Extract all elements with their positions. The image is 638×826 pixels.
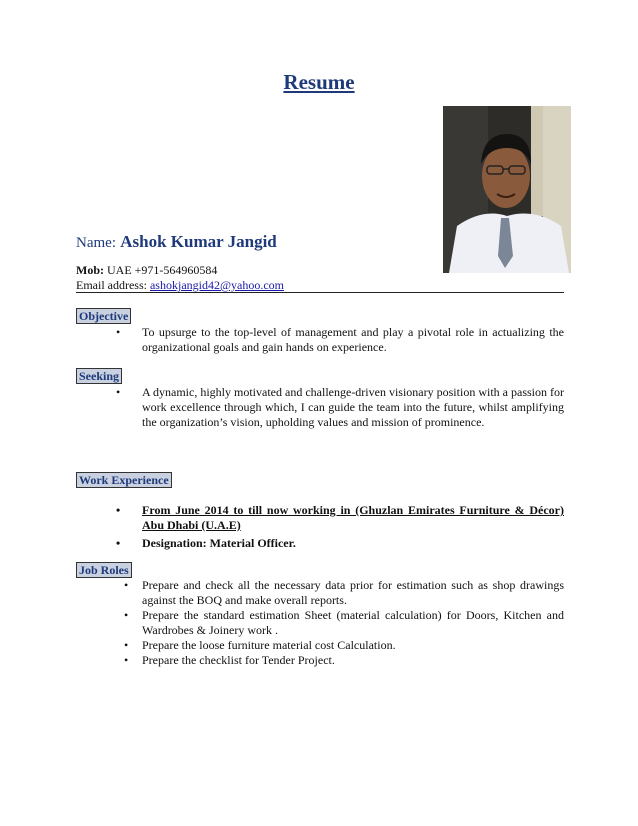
seeking-list <box>76 385 564 430</box>
objective-heading: Objective <box>76 308 131 324</box>
job-roles-list <box>76 578 564 668</box>
objective-list <box>76 325 564 355</box>
header-divider <box>76 292 564 293</box>
list-item: • Prepare the standard estimation Sheet (material calculation) for Doors, Kitchen and Wardrobes & Joinery work . <box>76 608 564 638</box>
work-experience-heading: Work Experience <box>76 472 172 488</box>
email-label: Email address: <box>76 278 147 292</box>
candidate-name <box>76 232 277 252</box>
seeking-heading: Seeking <box>76 368 122 384</box>
list-item: • To upsurge to the top-level of management and play a pivotal role in actualizing the organizational goals and gain hands on experience. <box>76 325 564 355</box>
list-item: • A dynamic, highly motivated and challenge-driven visionary position with a passion for work excellence through which, I can guide the team into the future, whilst amplifying the organization’s vision, upholding values and mission of prominence. <box>76 385 564 430</box>
name-value: Ashok Kumar Jangid <box>120 232 277 251</box>
list-item: • From June 2014 to till now working in (Ghuzlan Emirates Furniture & Décor) Abu Dhabi (U.A.E) <box>76 503 564 533</box>
page-title: Resume <box>283 70 355 94</box>
email-line <box>76 278 284 293</box>
list-item: • Prepare and check all the necessary data prior for estimation such as shop drawings against the BOQ and make overall reports. <box>76 578 564 608</box>
mobile-value: UAE +971-564960584 <box>107 263 218 277</box>
list-item: • Designation: Material Officer. <box>76 536 564 551</box>
work-experience-list <box>76 503 564 551</box>
profile-photo <box>443 106 571 273</box>
list-item: • Prepare the loose furniture material cost Calculation. <box>76 638 564 653</box>
contact-block <box>76 263 284 293</box>
name-label: Name: <box>76 235 116 251</box>
profile-photo-graphic <box>443 106 571 273</box>
job-roles-heading: Job Roles <box>76 562 132 578</box>
mobile-line <box>76 263 284 278</box>
list-item: • Prepare the checklist for Tender Project. <box>76 653 564 668</box>
mobile-label: Mob: <box>76 263 104 277</box>
email-link[interactable]: ashokjangid42@yahoo.com <box>149 278 285 292</box>
